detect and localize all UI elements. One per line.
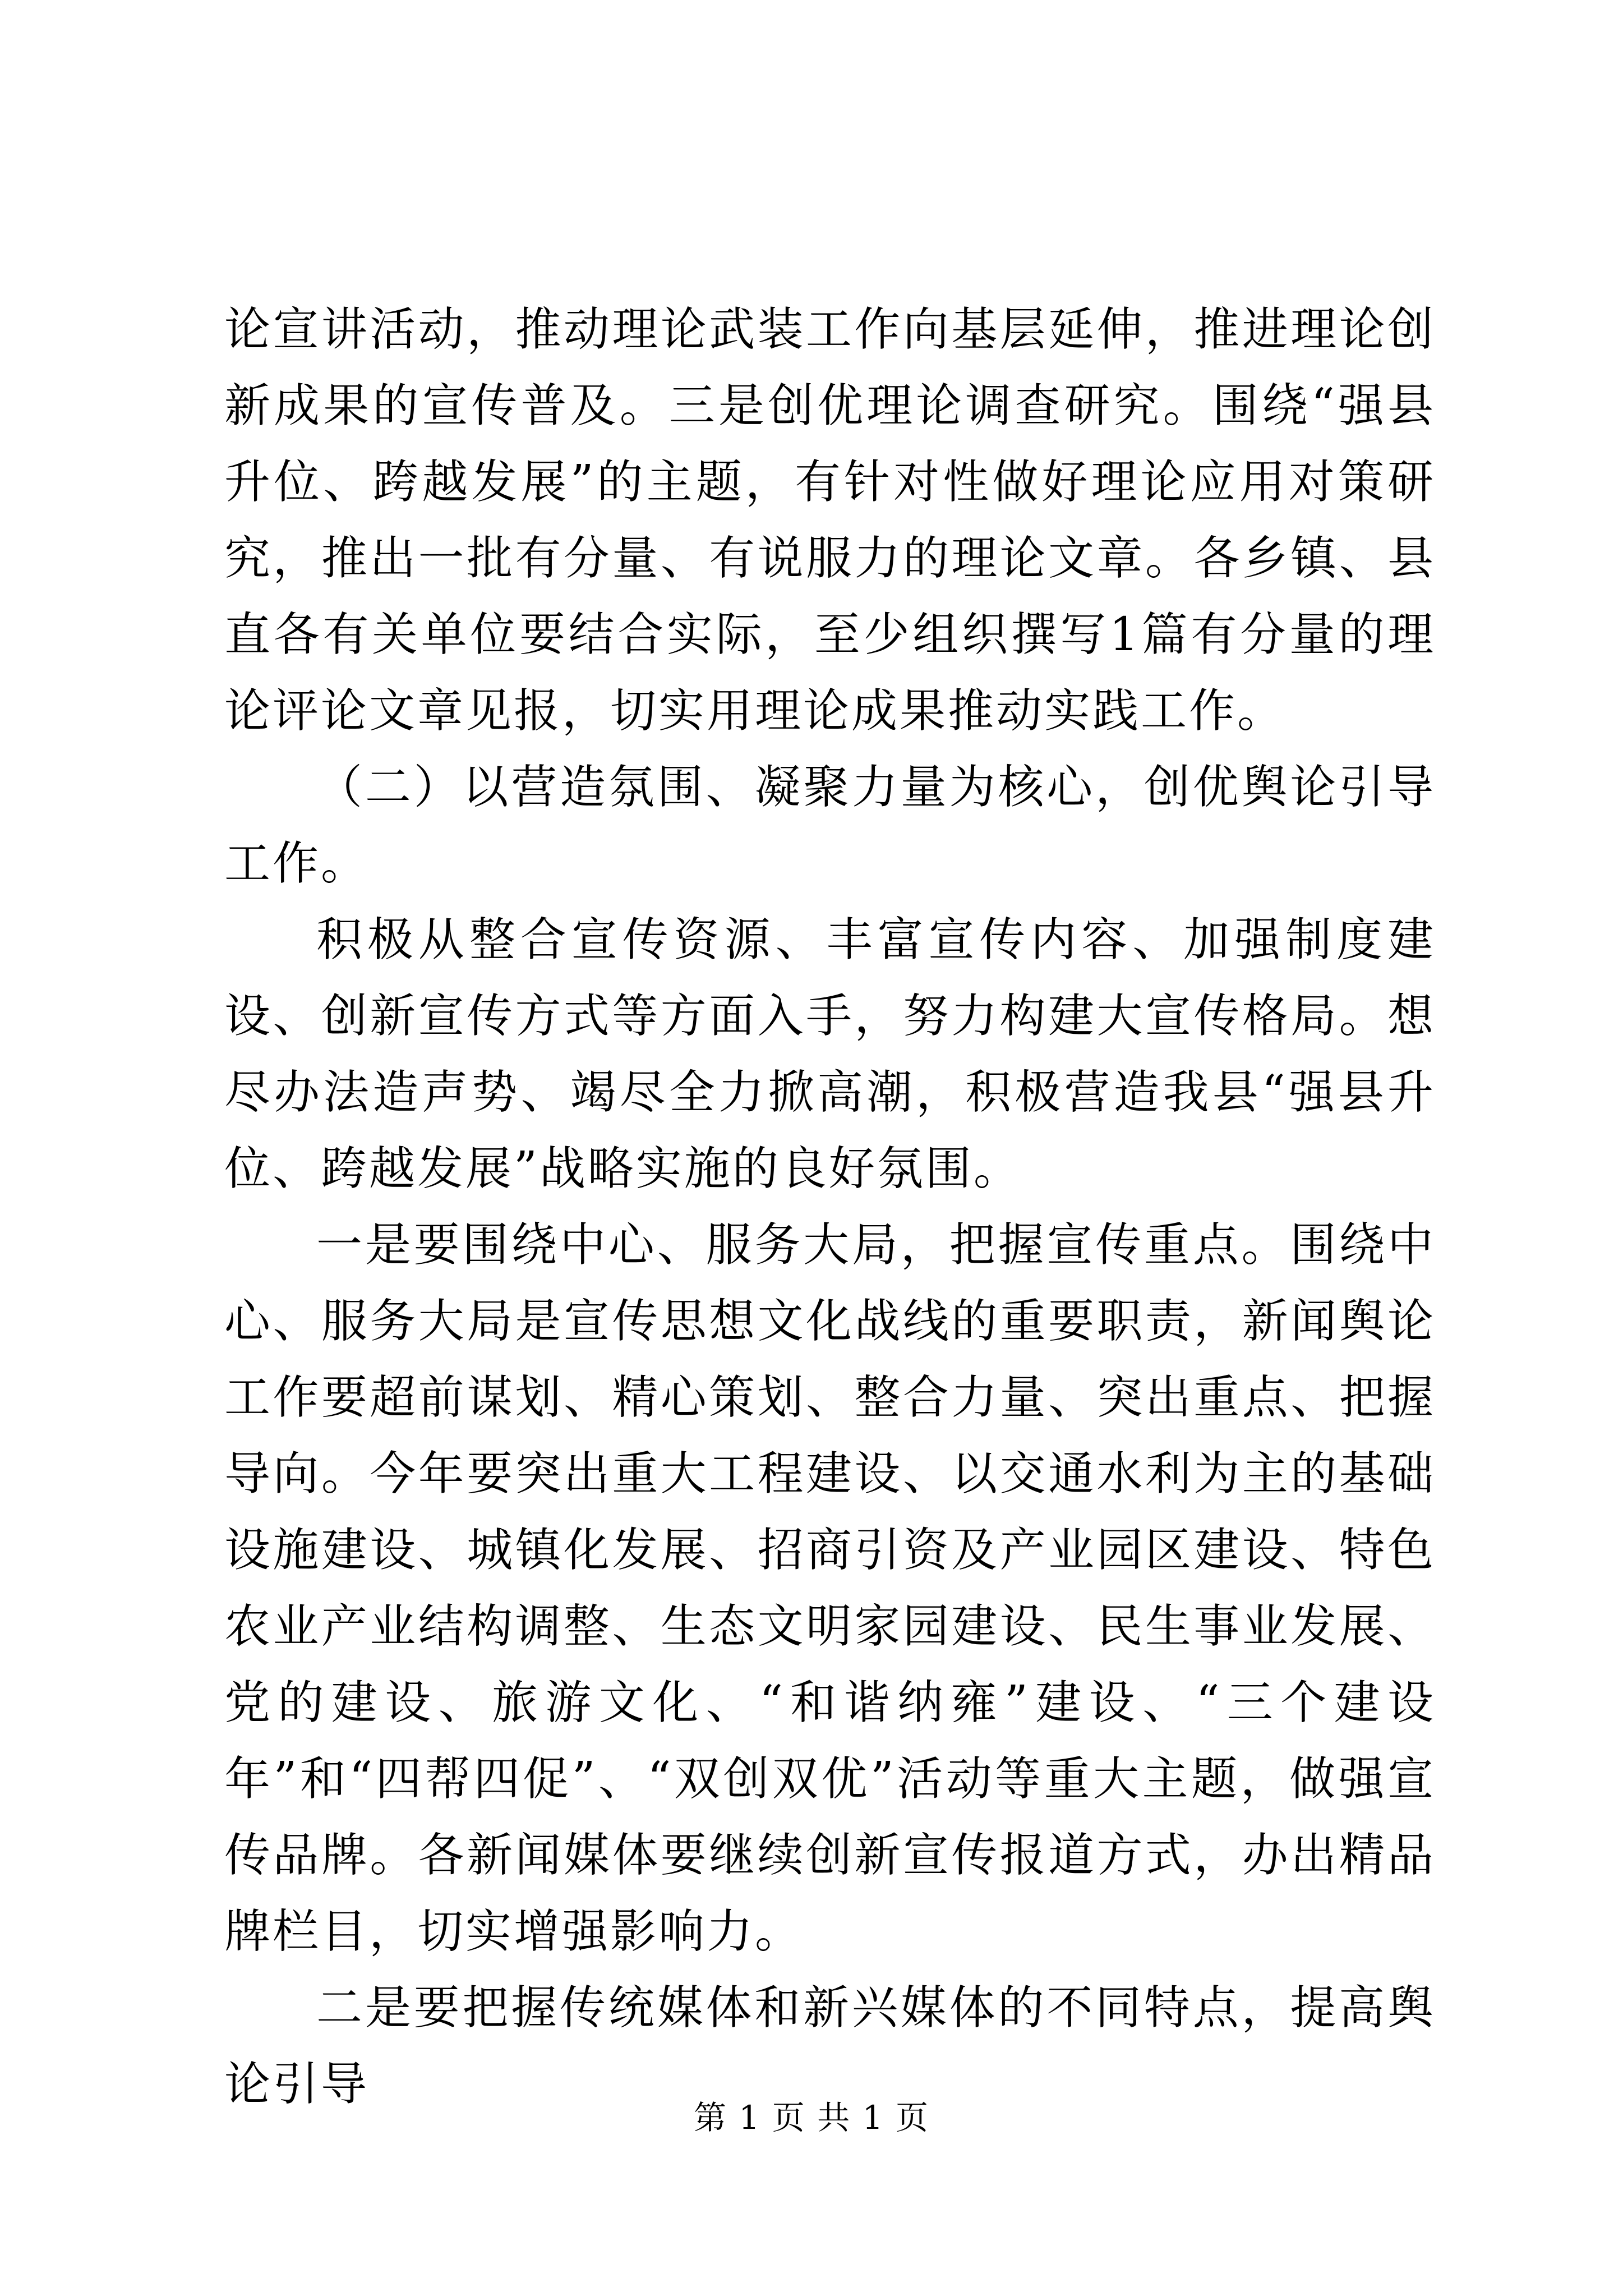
paragraph-media-characteristics: 二是要把握传统媒体和新兴媒体的不同特点，提高舆论引导 [224, 1981, 1436, 2111]
section-heading-public-opinion: （二）以营造氛围、凝聚力量为核心，创优舆论引导工作。 [224, 761, 1436, 890]
paragraph-propaganda-pattern: 积极从整合宣传资源、丰富宣传内容、加强制度建设、创新宣传方式等方面入手，努力构建大宣传格局。想尽办法造声势、竭尽全力掀高潮，积极营造我县“强县升位、跨越发展”战略实施的良好氛围。 [224, 913, 1436, 1195]
page-footer: 第 1 页 共 1 页 [694, 2099, 929, 2137]
paragraph-theory-research: 论宣讲活动，推动理论武装工作向基层延伸，推进理论创新成果的宣传普及。三是创优理论调查研究。围绕“强县升位、跨越发展”的主题，有针对性做好理论应用对策研究，推出一批有分量、有说服力的理论文章。各乡镇、县直各有关单位要结合实际，至少组织撰写1篇有分量的理论评论文章见报，切实用理论成果推动实践工作。 [224, 303, 1436, 738]
document-body [224, 292, 1436, 2123]
paragraph-key-topics: 一是要围绕中心、服务大局，把握宣传重点。围绕中心、服务大局是宣传思想文化战线的重要职责，新闻舆论工作要超前谋划、精心策划、整合力量、突出重点、把握导向。今年要突出重大工程建设、以交通水利为主的基础设施建设、城镇化发展、招商引资及产业园区建设、特色农业产业结构调整、生态文明家园建设、民生事业发展、党的建设、旅游文化、“和谐纳雍”建设、“三个建设年”和“四帮四促”、“双创双优”活动等重大主题，做强宣传品牌。各新闻媒体要继续创新宣传报道方式，办出精品牌栏目，切实增强影响力。 [224, 1218, 1436, 1958]
